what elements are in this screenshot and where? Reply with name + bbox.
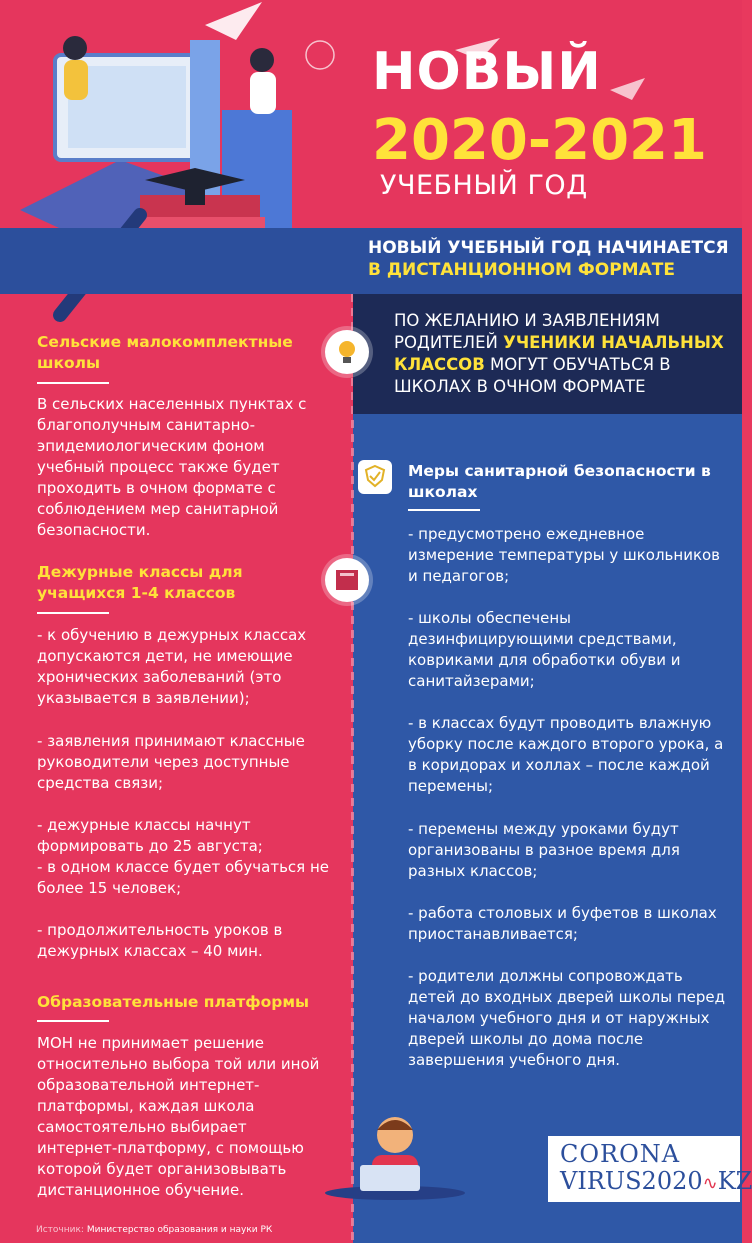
section-rule	[37, 382, 109, 384]
logo-virus-text: VIRUS2020	[560, 1167, 703, 1195]
safety-title: Меры санитарной безопасности в школах	[408, 462, 711, 501]
rural-schools-title: Сельские малокомплектные школы	[37, 333, 293, 372]
page-subtitle: УЧЕБНЫЙ ГОД	[380, 170, 588, 201]
logo-pulse-icon: ∿	[702, 1173, 718, 1194]
duty-classes-title: Дежурные классы для учащихся 1-4 классов	[37, 563, 243, 602]
duty-item: - дежурные классы начнут формировать до 25 августа; - в одном классе будет обучаться не более 15 человек;	[37, 816, 329, 897]
duty-item: - продолжительность уроков в дежурных классах – 40 мин.	[37, 921, 283, 960]
safety-item: - предусмотрено ежедневное измерение температуры у школьников и педагогов;	[408, 525, 721, 585]
highlight-part-2: МОГУТ ОБУЧАТЬСЯ В ШКОЛАХ В ОЧНОМ ФОРМАТЕ	[394, 355, 671, 396]
platforms-title: Образовательные платформы	[37, 993, 310, 1011]
safety-item: - в классах будут проводить влажную уборку после каждого второго урока, а в коридорах и холлах – после каждой перемены;	[408, 714, 724, 795]
highlight-part-1: ПО ЖЕЛАНИЮ И ЗАЯВЛЕНИЯМ РОДИТЕЛЕЙ	[394, 311, 660, 352]
highlight-text	[394, 310, 729, 398]
logo-kz-text: KZ	[717, 1167, 752, 1195]
highlight-emphasis: УЧЕНИКИ НАЧАЛЬНЫХ КЛАССОВ	[394, 333, 724, 374]
rural-schools-text: В сельских населенных пунктах с благополучным санитарно-эпидемиологическим фоном учебный процесс также будет проходить в очном формате с соблюдением мер санитарной безопасности.	[37, 395, 307, 539]
source-note	[36, 1225, 272, 1235]
duty-item: - заявления принимают классные руководители через доступные средства связи;	[37, 732, 305, 792]
section-rule	[37, 612, 109, 614]
platforms-text: МОН не принимает решение относительно выбора той или иной образовательной интернет-платформы, каждая школа самостоятельно выбирает интернет-платформу, с помощью которой будет организовывать дистанционное обучение.	[37, 1034, 320, 1199]
source-value: Министерство образования и науки РК	[86, 1225, 273, 1235]
lightbulb-icon	[325, 330, 369, 374]
announcement-line-2: В ДИСТАНЦИОННОМ ФОРМАТЕ	[368, 260, 675, 280]
section-rule	[408, 509, 480, 511]
announcement-line-1: НОВЫЙ УЧЕБНЫЙ ГОД НАЧИНАЕТСЯ	[368, 238, 729, 258]
safety-item: - родители должны сопровождать детей до входных дверей школы перед началом учебного дня и от наружных дверей школы до дома после завершения учебного дня.	[408, 967, 725, 1069]
page-title: НОВЫЙ	[372, 42, 602, 102]
section-rule	[37, 1020, 109, 1022]
book-icon	[325, 558, 369, 602]
school-years: 2020-2021	[372, 108, 707, 173]
boy-with-laptop-illustration	[320, 1105, 470, 1200]
logo-line-2	[560, 1167, 752, 1195]
duty-item: - к обучению в дежурных классах допускаются дети, не имеющие хронических заболеваний (это указывается в заявлении);	[37, 626, 307, 707]
source-label: Источник:	[36, 1225, 84, 1235]
safety-item: - школы обеспечены дезинфицирующими средствами, ковриками для обработки обуви и санитайзерами;	[408, 609, 681, 690]
center-divider	[351, 294, 354, 1243]
shield-hands-icon	[358, 460, 392, 494]
safety-item: - перемены между уроками будут организованы в разное время для разных классов;	[408, 820, 680, 880]
safety-item: - работа столовых и буфетов в школах приостанавливается;	[408, 904, 717, 943]
logo-line-1: CORONA	[560, 1140, 681, 1168]
